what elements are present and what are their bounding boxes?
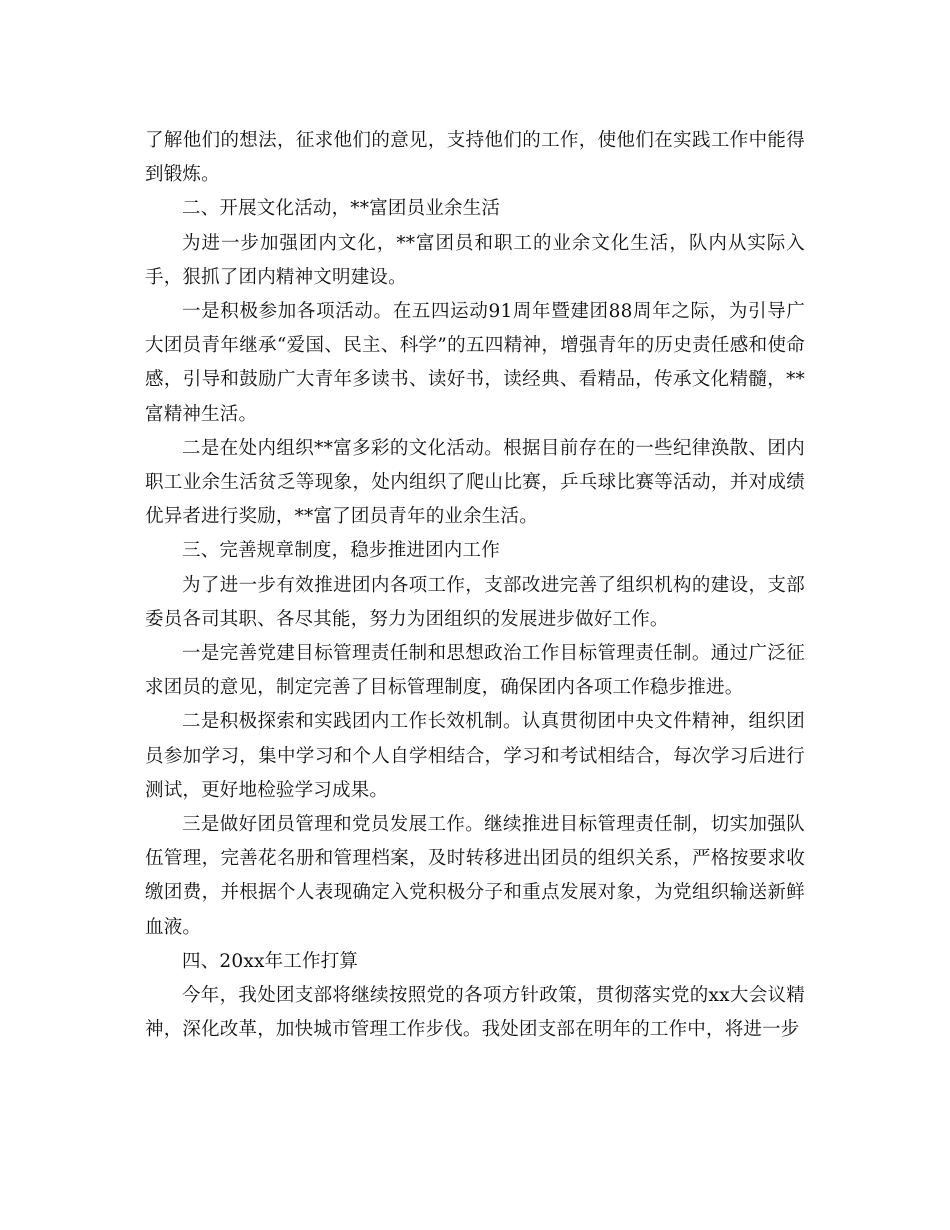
paragraph-responsibility-system: 一是完善党建目标管理责任制和思想政治工作目标管理责任制。通过广泛征求团员的意见，制定完善了目标管理制度，确保团内各项工作稳步推进。 (145, 643, 805, 699)
paragraph-work-plan: 今年，我处团支部将继续按照党的各项方针政策，贯彻落实党的xx大会议精神，深化改革，加快城市管理工作步伐。我处团支部在明年的工作中，将进一步 (145, 985, 805, 1041)
document-body (145, 124, 805, 1047)
paragraph-regulations-intro: 为了进一步有效推进团内各项工作，支部改进完善了组织机构的建设，支部委员各司其职、各尽其能，努力为团组织的发展进步做好工作。 (145, 574, 805, 630)
section-heading-regulations: 三、完善规章制度，稳步推进团内工作 (182, 540, 500, 562)
paragraph-cultural-intro: 为进一步加强团内文化，**富团员和职工的业余文化生活，队内从实际入手，狠抓了团内精神文明建设。 (145, 232, 805, 288)
paragraph-activities: 一是积极参加各项活动。在五四运动91周年暨建团88周年之际，为引导广大团员青年继承“爱国、民主、科学”的五四精神，增强青年的历史责任感和使命感，引导和鼓励广大青年多读书、读好书，读经典、看精品，传承文化精髓，**富精神生活。 (145, 301, 805, 425)
section-heading-cultural-activities: 二、开展文化活动，**富团员业余生活 (182, 198, 501, 220)
paragraph-continued: 了解他们的想法，征求他们的意见，支持他们的工作，使他们在实践工作中能得到锻炼。 (145, 130, 805, 186)
paragraph-cultural-events: 二是在处内组织**富多彩的文化活动。根据目前存在的一些纪律涣散、团内职工业余生活贫乏等现象，处内组织了爬山比赛，乒乓球比赛等活动，并对成绩优异者进行奖励，**富了团员青年的业余生活。 (145, 437, 805, 528)
paragraph-member-management: 三是做好团员管理和党员发展工作。继续推进目标管理责任制，切实加强队伍管理，完善花名册和管理档案，及时转移进出团员的组织关系，严格按要求收缴团费，并根据个人表现确定入党积极分子和重点发展对象，为党组织输送新鲜血液。 (145, 814, 805, 938)
section-heading-work-plan: 四、20xx年工作打算 (182, 950, 359, 972)
paragraph-long-term-mechanism: 二是积极探索和实践团内工作长效机制。认真贯彻团中央文件精神，组织团员参加学习，集中学习和个人自学相结合，学习和考试相结合，每次学习后进行测试，更好地检验学习成果。 (145, 711, 805, 801)
